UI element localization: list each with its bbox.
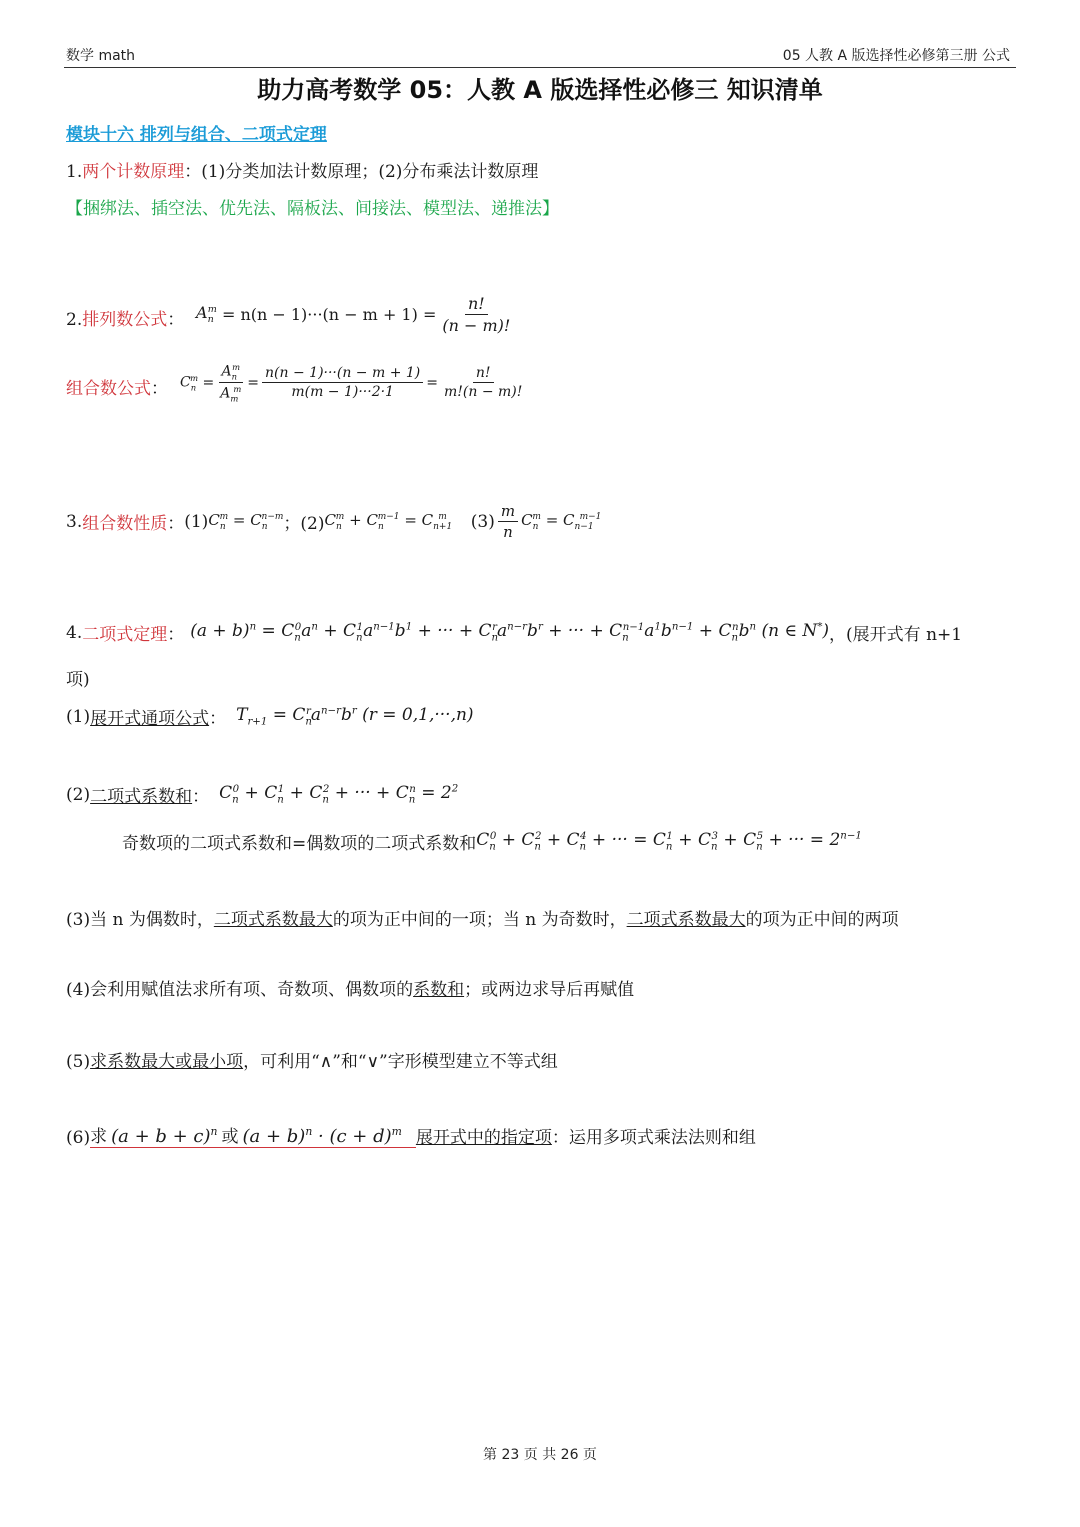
item-5-a: (5) xyxy=(66,1052,91,1072)
item-6-underlined: 求 $(a + b + c)^n$ 或 $(a + b)^n \cdot (c + d)^m$ xyxy=(90,1122,416,1148)
section-1 xyxy=(66,157,538,182)
section-1-num: 1. xyxy=(66,162,83,182)
item-2: (2) 二项式系数和 ： $C_n^0 + C_n^1 + C_n^2$ + ··· + $C_n^n = 2^2$ xyxy=(66,783,459,807)
perm-mid: = n(n − 1)···(n − m + 1) = xyxy=(221,305,437,324)
section-4-num: 4. xyxy=(66,622,83,643)
comb-num1: n(n − 1)···(n − m + 1) xyxy=(262,365,423,383)
item-2-sub-text: 奇数项的二项式系数和=偶数项的二项式系数和 xyxy=(122,834,477,854)
section-3: 3. 组合数性质 ： (1) $C_n^m = C_n^{n-m}$ ；(2) $C_n^m + C_n^{m-1} = C_{n+1}^m$ (3) $\frac{m}{n}$ $C_n^m = C_{n-1}^{m-1}$ xyxy=(66,502,602,541)
section-2-colon: ： xyxy=(167,310,185,330)
item-1: (1) 展开式通项公式 ： $T_{r+1} = C_n^ra^{n-r}b^r$ (r = 0,1,···,n) xyxy=(66,705,474,729)
prop-1-prefix: (1) xyxy=(184,511,209,532)
comb-den2: m!(n − m)! xyxy=(444,384,523,401)
item-6-d: 展开式中的指定项 xyxy=(415,1128,552,1148)
section-2-label-line xyxy=(66,305,184,330)
section-4-note2: 项) xyxy=(66,670,90,690)
item-3-a: (3)当 n 为偶数时， xyxy=(66,910,214,930)
section-2-num: 2. xyxy=(66,310,83,330)
permutation-formula: $A_n^m$ = n(n − 1)···(n − m + 1) = $\frac{n!}{(n - m)!}$ xyxy=(196,294,516,335)
item-1-prefix: (1) xyxy=(66,706,91,727)
item-5-c: ，可利用“∧”和“∨”字形模型建立不等式组 xyxy=(243,1052,558,1072)
item-6 xyxy=(66,1122,756,1148)
item-6-a: (6) xyxy=(66,1128,91,1148)
module-heading[interactable]: 模块十六 排列与组合、二项式定理 xyxy=(66,125,327,145)
comb-colon: ： xyxy=(151,379,168,399)
item-1-label: 展开式通项公式 xyxy=(90,709,210,729)
header-divider xyxy=(64,67,1016,68)
item-4 xyxy=(66,975,634,1000)
item-6-b: 求 xyxy=(90,1127,108,1147)
prop-3-prefix: (3) xyxy=(470,511,495,532)
item-2-label: 二项式系数和 xyxy=(90,787,193,807)
section-4-note: ，(展开式有 n+1 xyxy=(829,625,963,645)
section-4: 4. 二项式定理 ： $(a + b)^n = C_n^0a^n + C_n^1a^{n-1}b^1$ + ··· + $C_n^ra^{n-r}b^r$ + ··· + $C_n^{n-1}a^1b^{n-1} + C_n^nb^n$ (n ∈ N*) ，(展开式有 n+1 xyxy=(66,621,963,645)
perm-denominator: (n − m)! xyxy=(442,316,511,335)
section-3-label: 组合数性质 xyxy=(82,514,168,534)
section-3-colon: ： xyxy=(167,514,185,534)
section-1-label: 两个计数原理 xyxy=(82,162,185,182)
item-4-c: ；或两边求导后再赋值 xyxy=(464,980,635,1000)
page-footer: 第 23 页 共 26 页 xyxy=(483,1447,597,1463)
perm-numerator: n! xyxy=(465,294,488,315)
page-title: 助力高考数学 05：人教 A 版选择性必修三 知识清单 xyxy=(257,76,823,104)
section-3-num: 3. xyxy=(66,511,83,532)
item-4-b: 系数和 xyxy=(413,980,465,1000)
header-right: 05 人教 A 版选择性必修第三册 公式 xyxy=(782,48,1010,64)
item-5 xyxy=(66,1047,558,1072)
item-2-prefix: (2) xyxy=(66,784,91,805)
comb-num2: n! xyxy=(473,365,494,383)
item-3 xyxy=(66,905,899,930)
section-2-label: 排列数公式 xyxy=(82,310,168,330)
comb-label: 组合数公式 xyxy=(66,379,151,399)
item-6-c: 或 xyxy=(221,1127,239,1147)
item-3-d: 二项式系数最大 xyxy=(626,910,746,930)
section-4-colon: ： xyxy=(167,625,185,645)
item-2-sub: 奇数项的二项式系数和=偶数项的二项式系数和 $C_n^0 + C_n^2 + C_n^4$ + ··· = $C_n^1 + C_n^3 + C_n^5$ + ··· = $2^{n-1}$ xyxy=(122,830,862,854)
item-5-b: 求系数最大或最小项 xyxy=(90,1052,244,1072)
item-4-a: (4)会利用赋值法求所有项、奇数项、偶数项的 xyxy=(66,980,414,1000)
header-left: 数学 math xyxy=(66,48,136,64)
comb-den1: m(m − 1)···2·1 xyxy=(291,384,394,401)
section-4-label: 二项式定理 xyxy=(82,625,168,645)
section-1-text: ：(1)分类加法计数原理；(2)分布乘法计数原理 xyxy=(184,162,539,182)
item-6-e: ：运用多项式乘法法则和组 xyxy=(551,1128,756,1148)
comb-label-line xyxy=(66,374,168,399)
methods-list: 【捆绑法、插空法、优先法、隔板法、间接法、模型法、递推法】 xyxy=(66,199,559,219)
prop-2-prefix: ；(2) xyxy=(283,514,325,534)
item-3-b: 二项式系数最大 xyxy=(213,910,333,930)
item-2-colon: ： xyxy=(192,787,210,807)
item-3-e: 的项为正中间的两项 xyxy=(745,910,899,930)
combination-formula: $C_n^m$ = $\frac{A_n^m}{A_m^m}$ = $\frac{n(n - 1)\cdot\cdot\cdot(n - m + 1)}{m(m - 1)\cdot\cdot\cdot 2\cdot 1}$ = $\frac{n!}{m!(n - m)!}$ xyxy=(180,362,528,404)
item-1-colon: ： xyxy=(209,709,227,729)
item-3-c: 的项为正中间的一项；当 n 为奇数时， xyxy=(332,910,627,930)
